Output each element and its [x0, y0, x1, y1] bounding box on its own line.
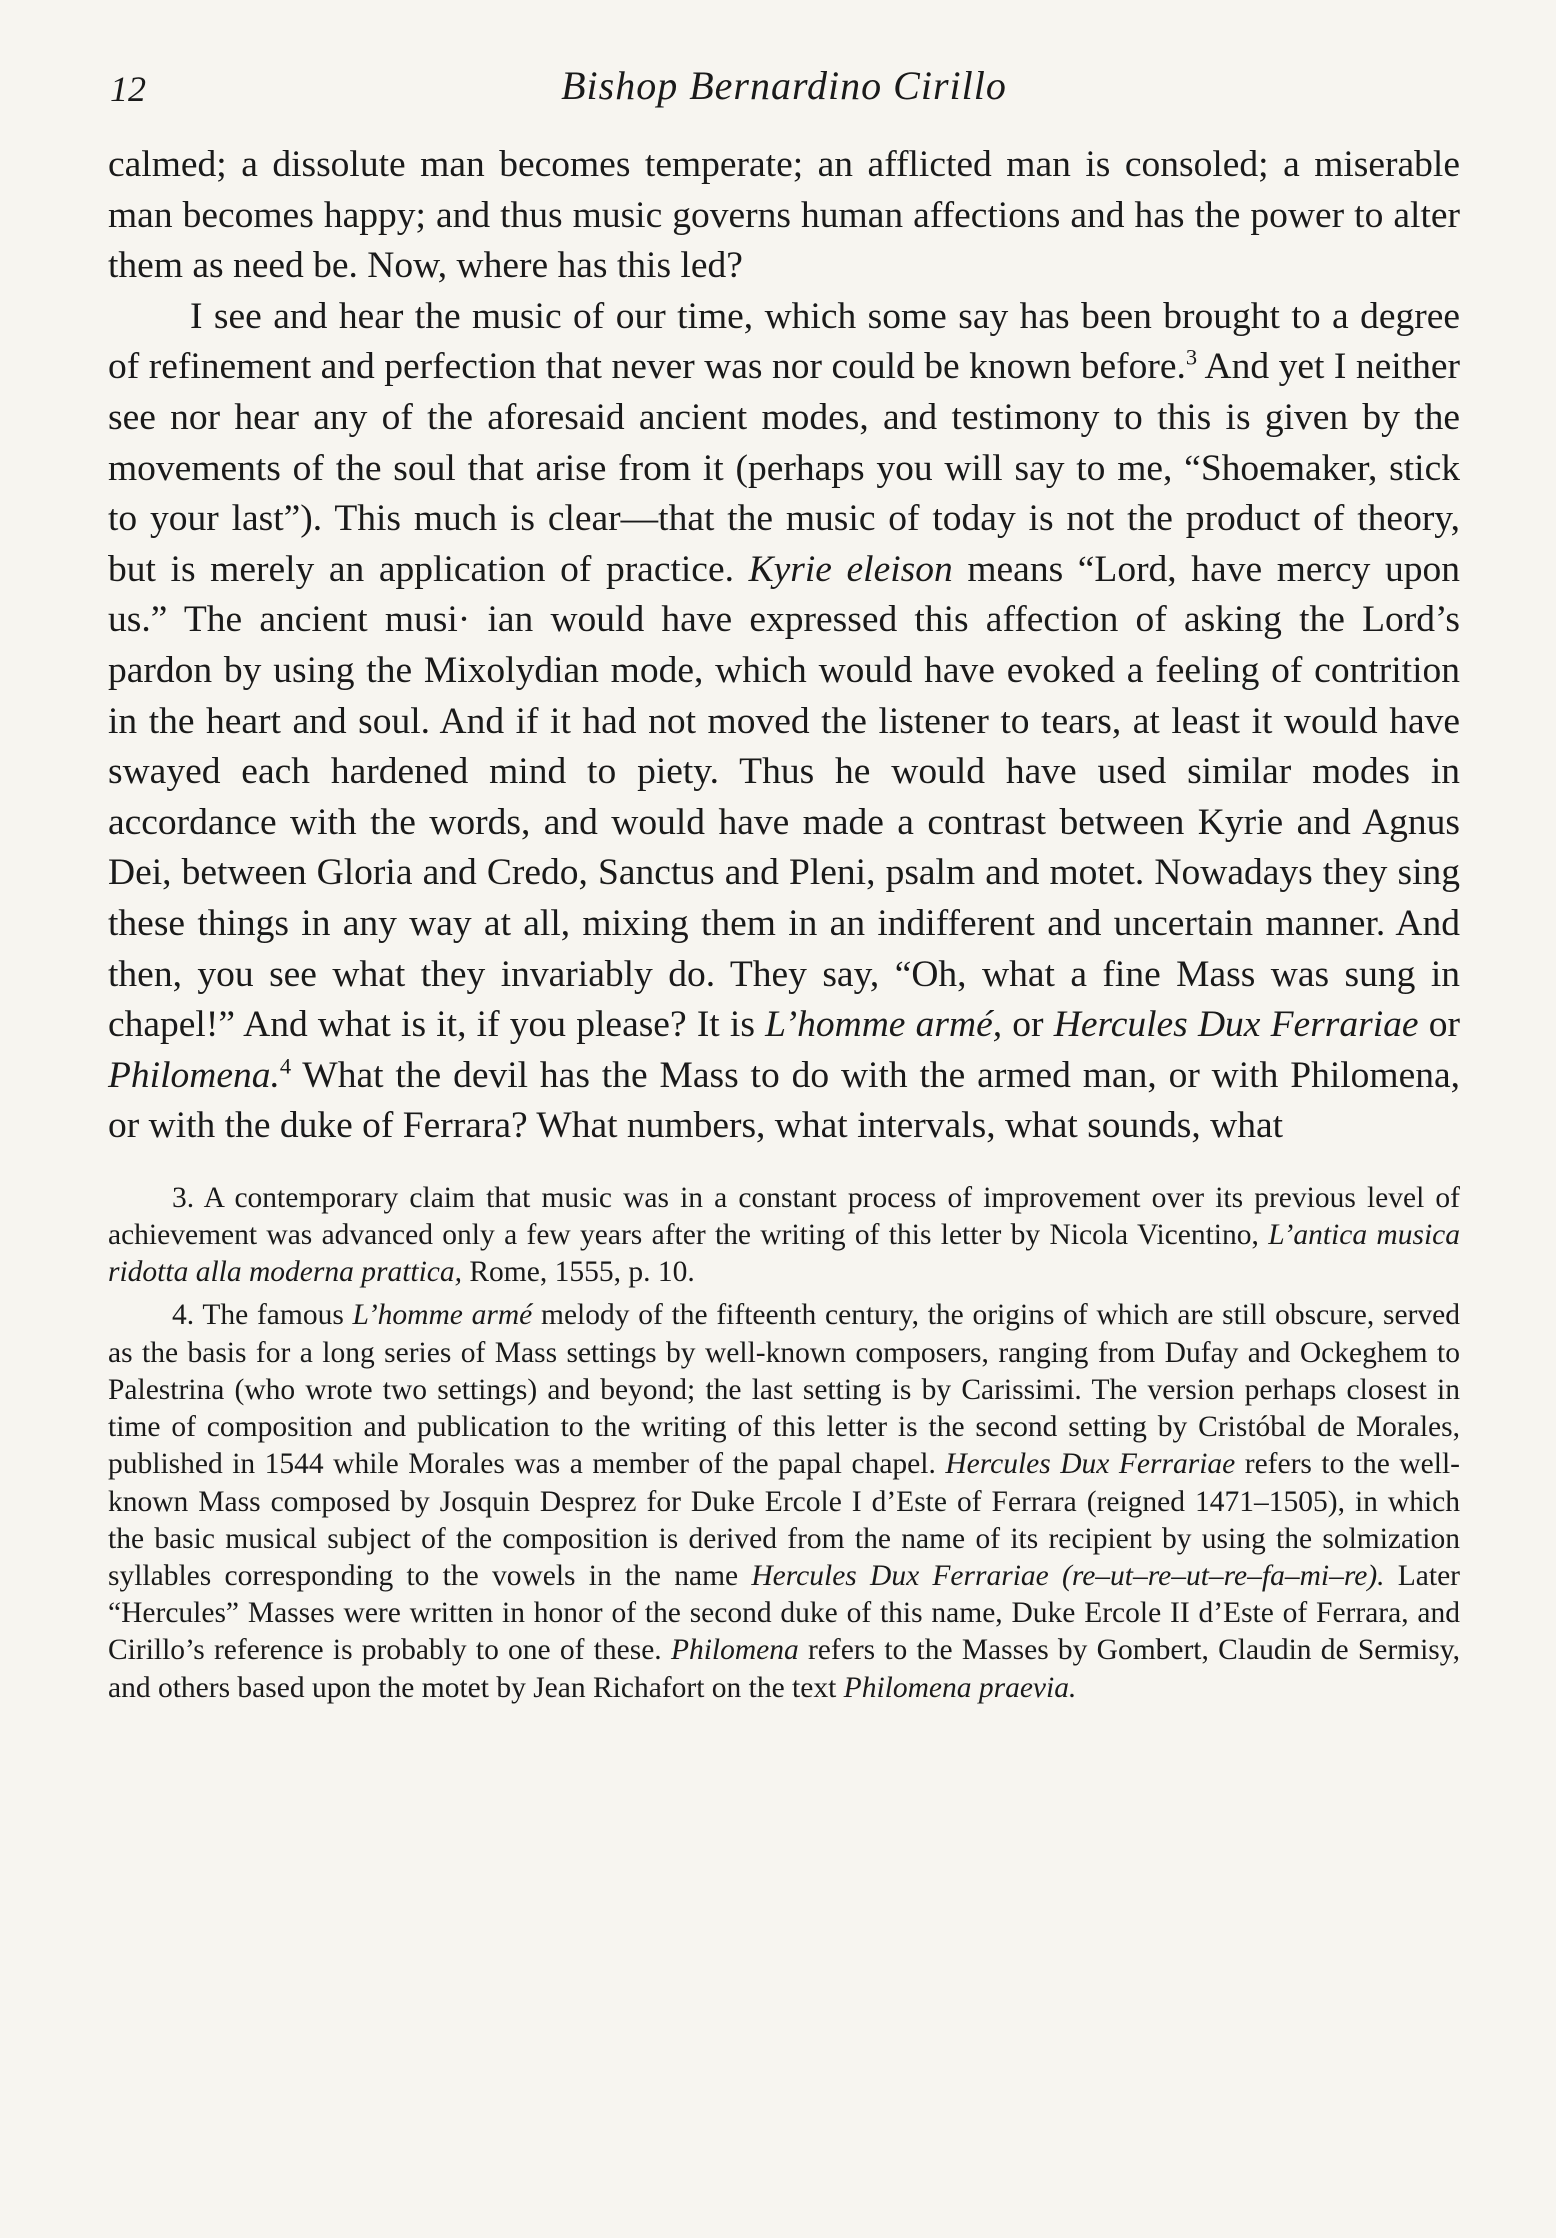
main-text — [108, 140, 1460, 1152]
footnote-ref-3[interactable]: 3 — [1185, 344, 1198, 370]
footnote-text: melody of the fifteenth century, the origins of which are still obscure, served as the basis for a long series of Mass settings by well-known composers, ranging from Dufay and Ockeghem to Palestrina (who wrote two settings) and beyond; the last setting is by Carissimi. The version perhaps closest in time of composition and publication to the writing of this letter is the second setting by Cristóbal de Morales, published in 1544 while Morales was a member of the papal chapel. — [108, 1299, 1460, 1481]
text-run: I see and hear the music of our time, which some say has been brought to a degree of refinement and perfection that never was nor could be known before. — [108, 295, 1460, 388]
footnote-italic-title: L’homme armé — [352, 1299, 533, 1332]
text-run: or — [1418, 1004, 1460, 1046]
footnote-text: 3. A contemporary claim that music was in a constant process of improvement over its previous level of achievement was advanced only a few years after the writing of this letter by Nicola Vicentino, — [108, 1181, 1460, 1252]
italic-hercules: Hercules Dux Ferrariae — [1053, 1004, 1419, 1046]
italic-kyrie-eleison: Kyrie eleison — [748, 548, 953, 590]
text-run: means “Lord, have mercy upon us.” The ancient musi· ian would have expressed this affection of asking the Lord’s pardon by using the Mixolydian mode, which would have evoked a feeling of contrition in the heart and soul. And if it had not moved the listener to tears, at least it would have swayed each hardened mind to piety. Thus he would have used similar modes in accordance with the words, and would have made a contrast between Kyrie and Agnus Dei, between Gloria and Credo, Sanctus and Pleni, psalm and motet. Nowadays they sing these things in any way at all, mixing them in an indifferent and uncertain manner. And then, you see what they invariably do. They say, “Oh, what a fine Mass was sung in chapel!” And what is it, if you please? It is — [108, 548, 1461, 1046]
paragraph-2 — [108, 292, 1460, 1152]
footnote-ref-4[interactable]: 4 — [279, 1053, 292, 1079]
footnote-text: Rome, 1555, p. 10. — [462, 1256, 695, 1289]
italic-philomena: Philomena. — [108, 1054, 280, 1096]
text-run: What the devil has the Mass to do with the armed man, or with Philomena, or with the duke of Ferrara? What numbers, what intervals, what sounds, what — [108, 1054, 1460, 1147]
footnote-text: 4. The famous — [172, 1299, 353, 1332]
footnote-text: Later “Hercules” Masses were written in honor of the second duke of this name, Duke Ercole II d’Este of Ferrara, and Cirillo’s reference is probably to one of these. — [108, 1559, 1460, 1667]
running-title: Bishop Bernardino Cirillo — [561, 63, 1007, 108]
footnote-italic-title: Hercules Dux Ferrariae — [945, 1448, 1236, 1481]
footnotes — [108, 1180, 1460, 1707]
text-run: or — [1002, 1004, 1054, 1046]
footnote-italic-title: L’antica musica ridotta alla moderna prattica, — [108, 1219, 1460, 1289]
footnote-3 — [108, 1180, 1460, 1292]
footnote-italic-title: Philomena — [670, 1634, 799, 1667]
italic-lhomme-arme: L’homme armé, — [765, 1004, 1003, 1046]
paragraph-1: calmed; a dissolute man becomes temperate; an afflicted man is consoled; a miserable man becomes happy; and thus music governs human affections and has the power to alter them as need be. Now, where has this led? — [108, 144, 1460, 287]
footnote-4 — [108, 1297, 1460, 1706]
book-page — [108, 58, 1460, 1707]
page-number: 12 — [110, 69, 146, 109]
running-head — [108, 58, 1460, 118]
footnote-text: refers to the well-known Mass composed by Josquin Desprez for Duke Ercole I d’Este of Ferrara (reigned 1471–1505), in which the basic musical subject of the composition is derived from the name of its recipient by using the solmization syllables corresponding to the vowels in the name — [108, 1448, 1460, 1592]
footnote-italic-title: Hercules Dux Ferrariae (re–ut–re–ut–re–fa–mi–re). — [751, 1559, 1385, 1592]
footnote-text: refers to the Masses by Gombert, Claudin de Sermisy, and others based upon the motet by Jean Richafort on the text — [108, 1634, 1460, 1704]
footnote-italic-title: Philomena praevia. — [843, 1671, 1077, 1704]
text-run: And yet I neither see nor hear any of the aforesaid ancient modes, and testimony to this is given by the movements of the soul that arise from it (perhaps you will say to me, “Shoemaker, stick to your last”). This much is clear—that the music of today is not the product of theory, but is merely an application of practice. — [108, 346, 1460, 590]
